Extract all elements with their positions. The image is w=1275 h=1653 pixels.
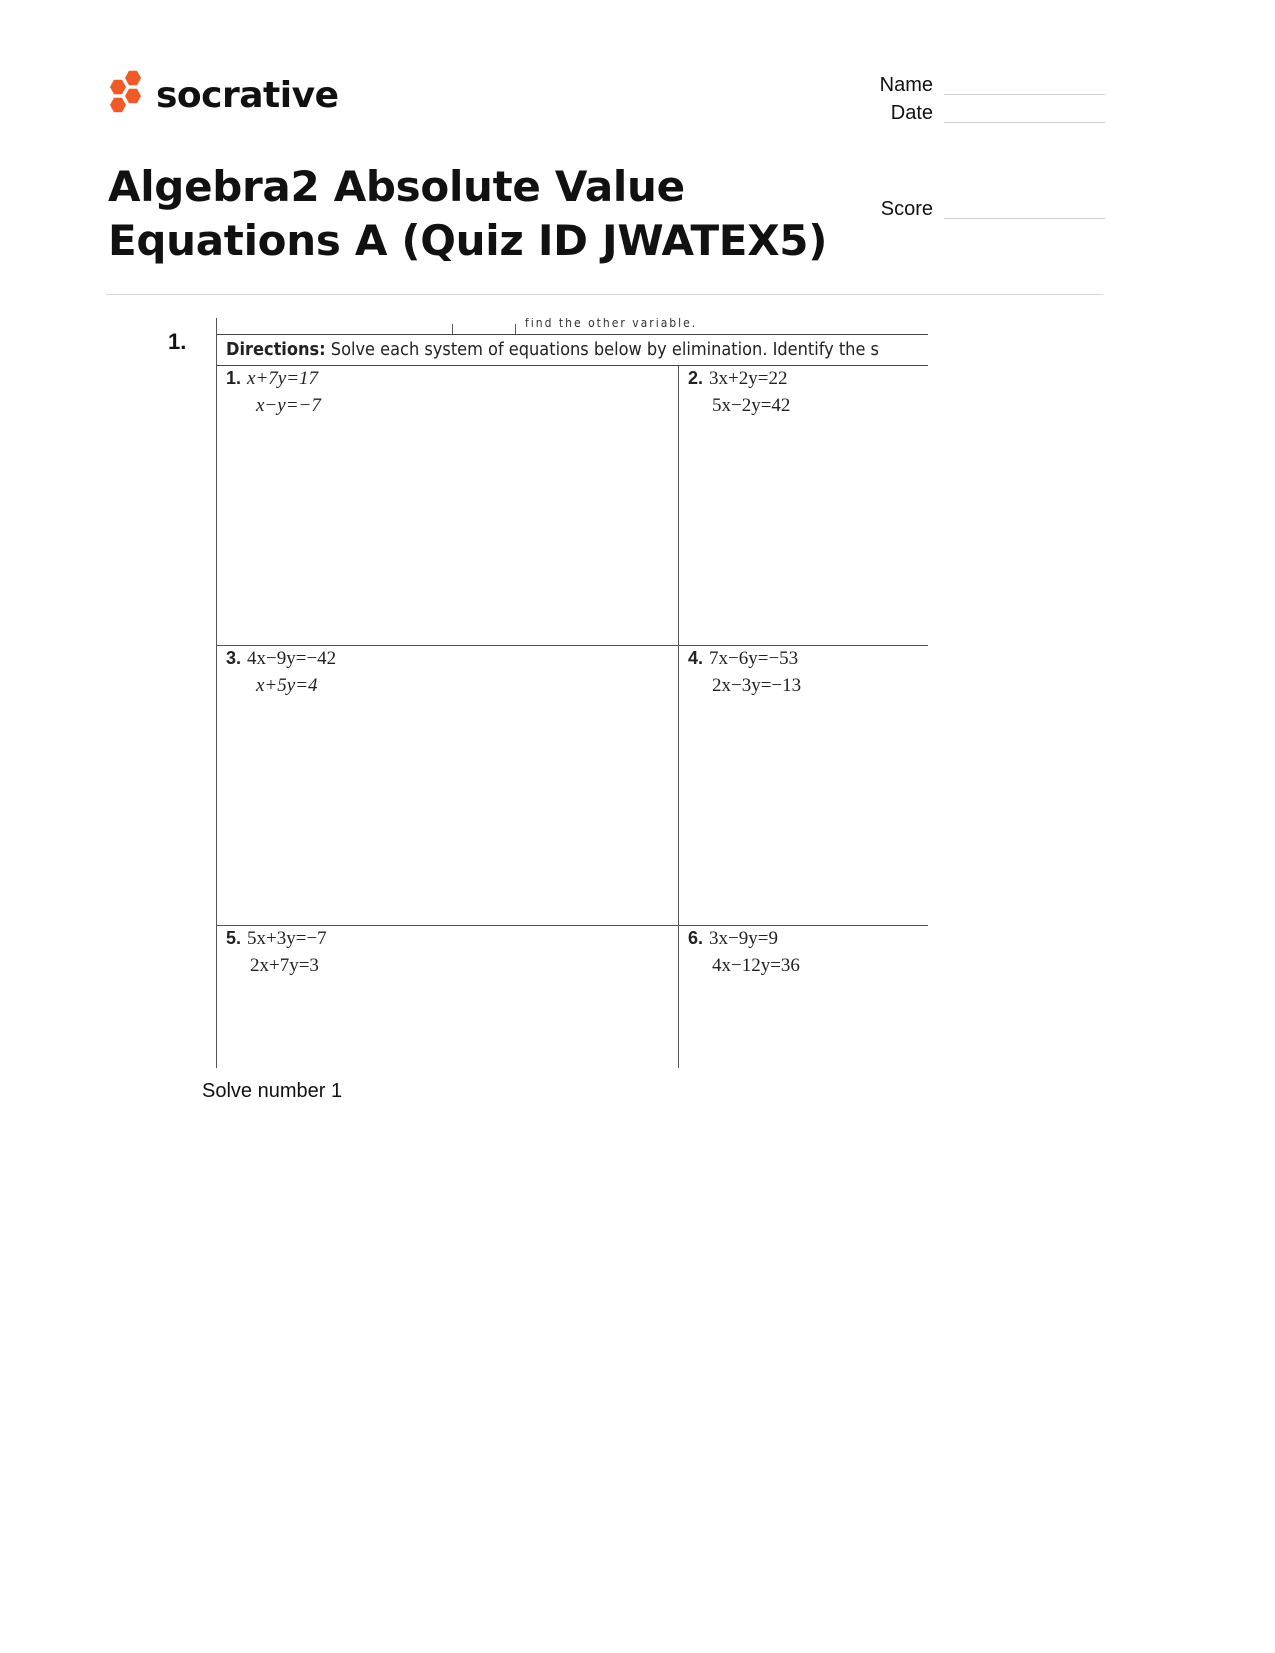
socrative-logo	[108, 70, 338, 120]
problem-2-eq2: 5x−2y=42	[712, 395, 791, 416]
question-prompt: Solve number 1	[202, 1080, 343, 1102]
name-line[interactable]	[944, 94, 1105, 95]
score-label: Score	[880, 198, 933, 220]
score-field[interactable]	[860, 196, 1105, 224]
hexagon-logo-icon	[108, 70, 148, 120]
problem-2: 2. 3x+2y=22	[688, 368, 788, 389]
problem-5-eq2: 2x+7y=3	[250, 955, 319, 976]
cropped-top-row	[216, 318, 928, 334]
header-divider	[106, 294, 1103, 295]
problem-3: 3. 4x−9y=−42	[226, 648, 337, 669]
date-label: Date	[890, 102, 933, 124]
problem-4: 4. 7x−6y=−53	[688, 648, 799, 669]
name-label: Name	[879, 74, 933, 96]
page-title	[108, 160, 827, 268]
name-field[interactable]	[860, 72, 1105, 100]
problem-5: 5. 5x+3y=−7	[226, 928, 327, 949]
problem-3-eq2: x+5y=4	[256, 675, 318, 696]
score-line[interactable]	[944, 218, 1105, 219]
problem-6-eq2: 4x−12y=36	[712, 955, 800, 976]
directions-text: Solve each system of equations below by elimination. Identify the s	[325, 339, 879, 360]
date-line[interactable]	[944, 122, 1105, 123]
problem-6: 6. 3x−9y=9	[688, 928, 778, 949]
question-number: 1.	[168, 329, 187, 354]
directions	[216, 334, 928, 366]
problem-1-eq2: x−y=−7	[256, 395, 321, 416]
cropped-text: find the other variable.	[525, 318, 698, 330]
problem-1: 1. x+7y=17	[226, 368, 319, 389]
brand-name: socrative	[156, 74, 339, 116]
title-line-2: Equations A (Quiz ID JWATEX5)	[108, 216, 828, 265]
title-line-1: Algebra2 Absolute Value	[108, 162, 685, 211]
problem-4-eq2: 2x−3y=−13	[712, 675, 802, 696]
directions-label: Directions:	[226, 339, 326, 360]
date-field[interactable]	[860, 100, 1105, 128]
question-image	[216, 318, 928, 1068]
